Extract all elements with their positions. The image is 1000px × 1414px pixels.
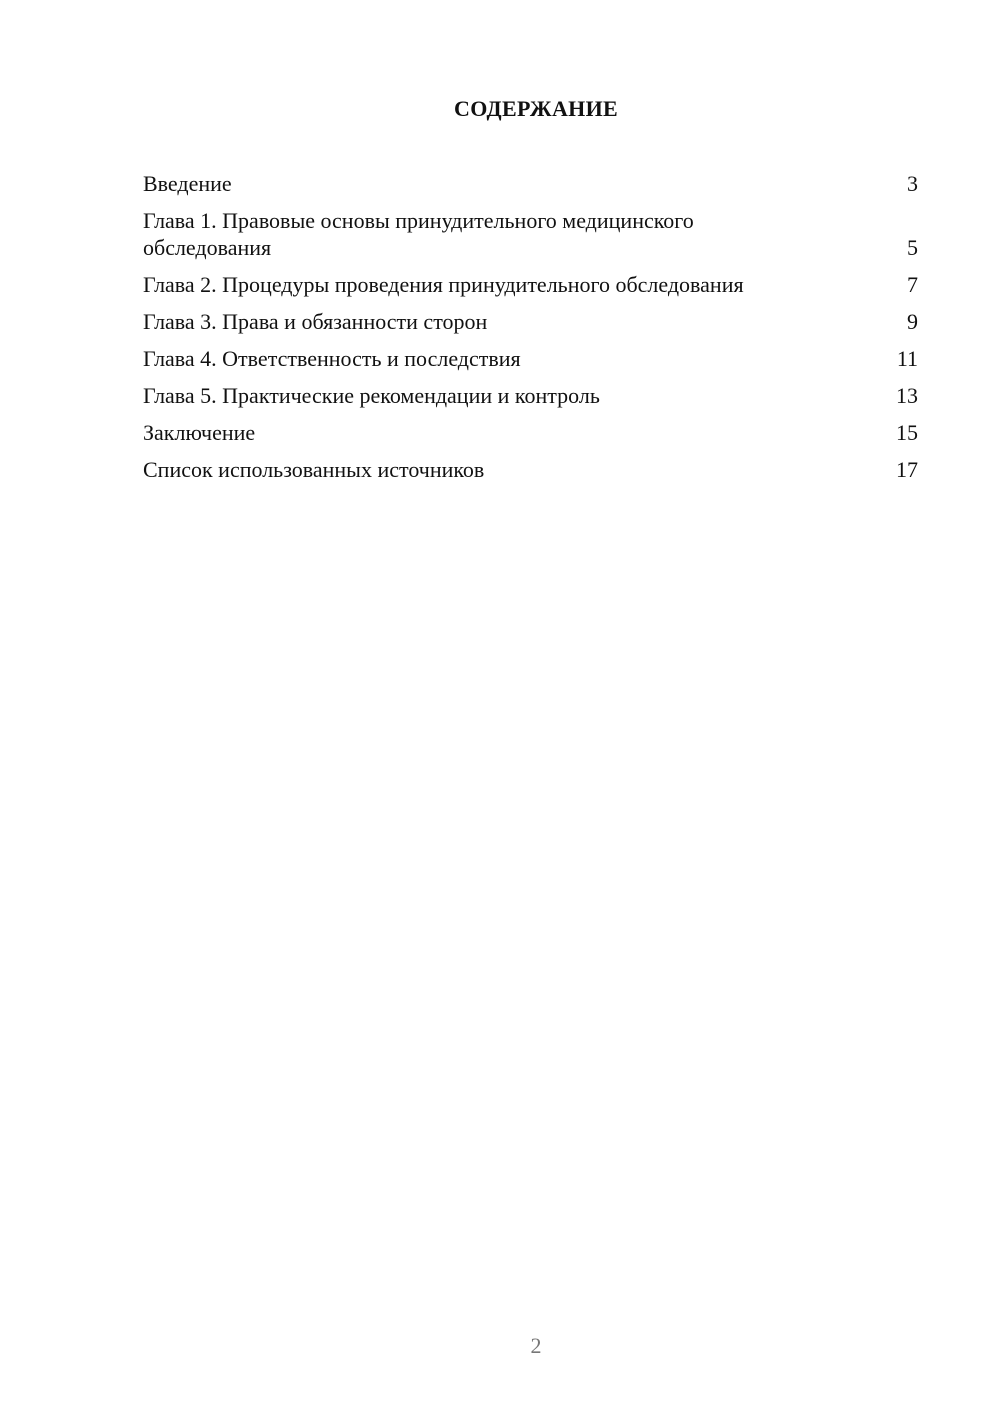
toc-entry-label: Глава 3. Права и обязанности сторон — [143, 309, 488, 334]
toc-entry-references[interactable] — [143, 456, 918, 483]
toc-entry-chapter-3[interactable] — [143, 308, 918, 335]
toc-entry-chapter-1[interactable] — [143, 207, 918, 261]
toc-entry-label: Введение — [143, 171, 232, 196]
toc-entry-page: 11 — [896, 346, 918, 371]
toc-entry-label: Глава 5. Практические рекомендации и контроль — [143, 383, 600, 408]
toc-entry-page: 13 — [896, 383, 918, 408]
toc-entry-chapter-5[interactable] — [143, 382, 918, 409]
toc-entry-introduction[interactable] — [143, 170, 918, 197]
toc-heading — [0, 96, 1000, 122]
toc-entry-page: 15 — [896, 420, 918, 445]
toc-entry-label: Список использованных источников — [143, 457, 485, 482]
toc-entry-label: Глава 4. Ответственность и последствия — [143, 346, 521, 371]
toc-entry-chapter-4[interactable] — [143, 345, 918, 372]
toc-entry-page: 7 — [907, 272, 918, 297]
toc-entry-page: 3 — [907, 171, 918, 196]
toc-heading-text: СОДЕРЖАНИЕ — [454, 96, 618, 121]
toc-entry-chapter-2[interactable] — [143, 271, 918, 298]
toc-entry-page: 9 — [907, 309, 918, 334]
toc-entry-conclusion[interactable] — [143, 419, 918, 446]
toc-entry-label: Глава 2. Процедуры проведения принудительного обследования — [143, 272, 744, 297]
toc-entry-label: Заключение — [143, 420, 256, 445]
toc-entry-page: 5 — [907, 235, 918, 260]
page-number: 2 — [530, 1333, 542, 1358]
table-of-contents — [143, 170, 918, 493]
toc-entry-page: 17 — [896, 457, 918, 482]
toc-entry-label: Глава 1. Правовые основы принудительного медицинского обследования — [143, 208, 694, 260]
